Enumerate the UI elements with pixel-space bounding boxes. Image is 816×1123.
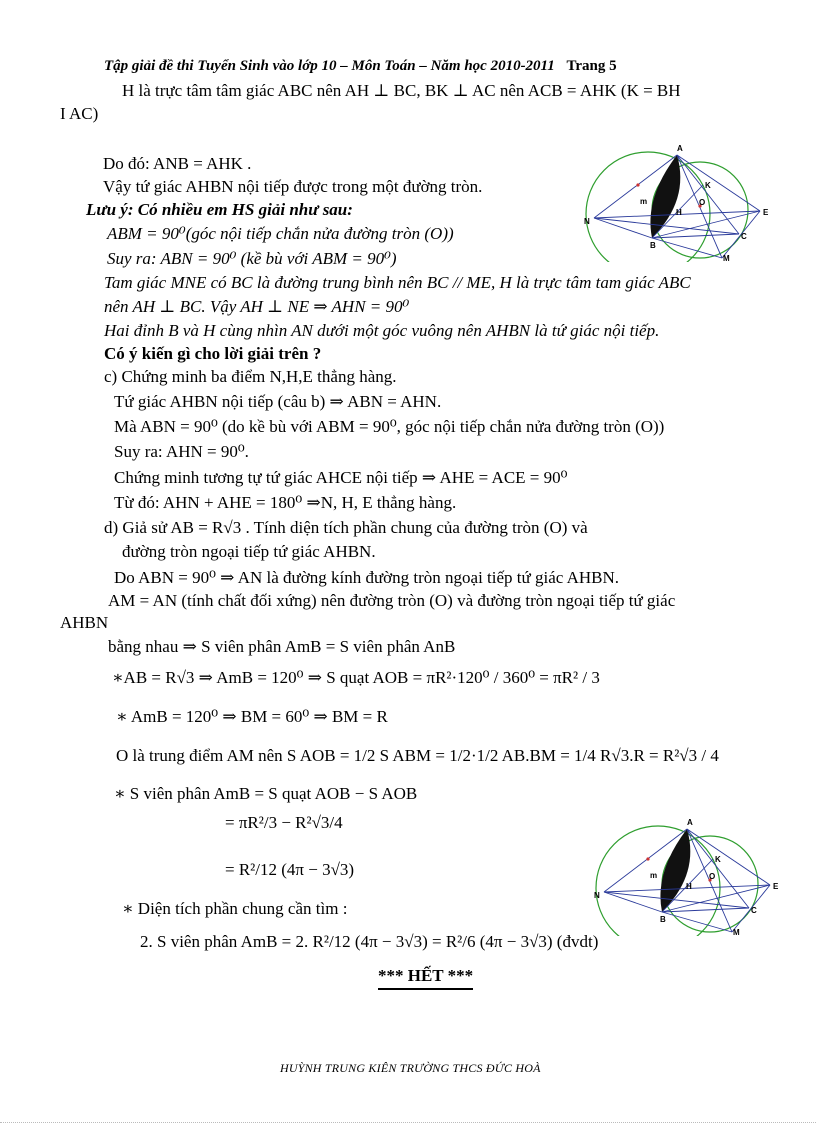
text-line: ∗ Diện tích phần chung cần tìm : [122, 899, 348, 918]
figure-body [596, 826, 770, 936]
text-line: H là trực tâm tâm giác ABC nên AH ⊥ BC, BK ⊥ AC nên ACB = AHK (K = BH [122, 81, 681, 100]
part-d-heading: d) Giả sử AB = R√3 . Tính diện tích phần chung của đường tròn (O) và [104, 518, 588, 537]
fig-label: N [594, 891, 600, 900]
fig-label: E [773, 882, 779, 891]
text-line: I AC) [60, 104, 99, 123]
fig-label: H [686, 882, 692, 891]
footer: HUỲNH TRUNG KIÊN TRƯỜNG THCS ĐỨC HOÀ [280, 1061, 541, 1075]
page-header [104, 56, 617, 76]
fig-label: H [676, 208, 682, 217]
fig-label: C [741, 232, 747, 241]
text-line: ABM = 90⁰(góc nội tiếp chắn nửa đường tròn (O)) [107, 224, 454, 243]
formula-line: O là trung điểm AM nên S AOB = 1/2 S ABM = 1/2·1/2 AB.BM = 1/4 R√3.R = R²√3 / 4 [116, 746, 719, 765]
geometry-figure-top [582, 138, 782, 262]
fig-label: B [660, 915, 666, 924]
fig-label: O [709, 872, 716, 881]
fig-label: E [763, 208, 769, 217]
formula-line: ∗ S viên phân AmB = S quạt AOB − S AOB [114, 784, 418, 803]
text-line: AM = AN (tính chất đối xứng) nên đường tròn (O) và đường tròn ngoại tiếp tứ giác [108, 591, 676, 610]
text-line: AHBN [60, 613, 109, 632]
fig-label: M [723, 254, 730, 262]
fig-label: C [751, 906, 757, 915]
figure-body [586, 152, 760, 262]
formula-line: ∗AB = R√3 ⇒ AmB = 120⁰ ⇒ S quạt AOB = πR²·120⁰ / 360⁰ = πR² / 3 [112, 668, 600, 687]
fig-label: N [584, 217, 590, 226]
fig-label: O [699, 198, 706, 207]
text-line: đường tròn ngoại tiếp tứ giác AHBN. [122, 542, 376, 561]
formula-line: ∗ AmB = 120⁰ ⇒ BM = 60⁰ ⇒ BM = R [116, 707, 388, 726]
question-line: Có ý kiến gì cho lời giải trên ? [104, 344, 322, 363]
formula-line: = πR²/3 − R²√3/4 [225, 813, 343, 832]
fig-label: M [733, 928, 740, 936]
text-line: Hai đỉnh B và H cùng nhìn AN dưới một góc vuông nên AHBN là tứ giác nội tiếp. [104, 321, 660, 340]
text-line: Chứng minh tương tự tứ giác AHCE nội tiếp ⇒ AHE = ACE = 90⁰ [114, 468, 568, 487]
fig-label: A [677, 144, 683, 153]
fig-label: K [715, 855, 721, 864]
part-c-heading: c) Chứng minh ba điểm N,H,E thẳng hàng. [104, 367, 397, 386]
text-line: Tam giác MNE có BC là đường trung bình nên BC // ME, H là trực tâm tam giác ABC [104, 273, 691, 292]
text-line: Suy ra: ABN = 90⁰ (kề bù với ABM = 90⁰) [107, 249, 397, 268]
text-line: Suy ra: AHN = 90⁰. [114, 442, 249, 461]
text-line: Tứ giác AHBN nội tiếp (câu b) ⇒ ABN = AHN. [114, 392, 442, 411]
page-number: Trang 5 [566, 58, 617, 74]
text-line: Vậy tứ giác AHBN nội tiếp được trong một đường tròn. [103, 177, 483, 196]
fig-label: K [705, 181, 711, 190]
text-line: bằng nhau ⇒ S viên phân AmB = S viên phân AnB [108, 637, 456, 656]
header-title: Tập giải đề thi Tuyển Sinh vào lớp 10 – Môn Toán – Năm học 2010-2011 [104, 58, 555, 74]
fig-label: m [650, 871, 658, 880]
fig-label: m [640, 197, 648, 206]
geometry-figure-bottom [592, 812, 792, 936]
text-line: Từ đó: AHN + AHE = 180⁰ ⇒N, H, E thẳng hàng. [114, 493, 457, 512]
text-line: Do đó: ANB = AHK . [103, 154, 252, 173]
text-line: Mà ABN = 90⁰ (do kề bù với ABM = 90⁰, góc nội tiếp chắn nửa đường tròn (O)) [114, 417, 665, 436]
text-line: nên AH ⊥ BC. Vậy AH ⊥ NE ⇒ AHN = 90⁰ [104, 297, 410, 316]
fig-label: A [687, 818, 693, 827]
note-heading: Lưu ý: Có nhiều em HS giải như sau: [86, 200, 353, 219]
formula-line: = R²/12 (4π − 3√3) [225, 860, 355, 879]
text-line: Do ABN = 90⁰ ⇒ AN là đường kính đường tròn ngoại tiếp tứ giác AHBN. [114, 568, 620, 587]
fig-label: B [650, 241, 656, 250]
end-mark: *** HẾT *** [378, 966, 473, 990]
formula-line: 2. S viên phân AmB = 2. R²/12 (4π − 3√3) = R²/6 (4π − 3√3) (đvdt) [140, 932, 599, 951]
